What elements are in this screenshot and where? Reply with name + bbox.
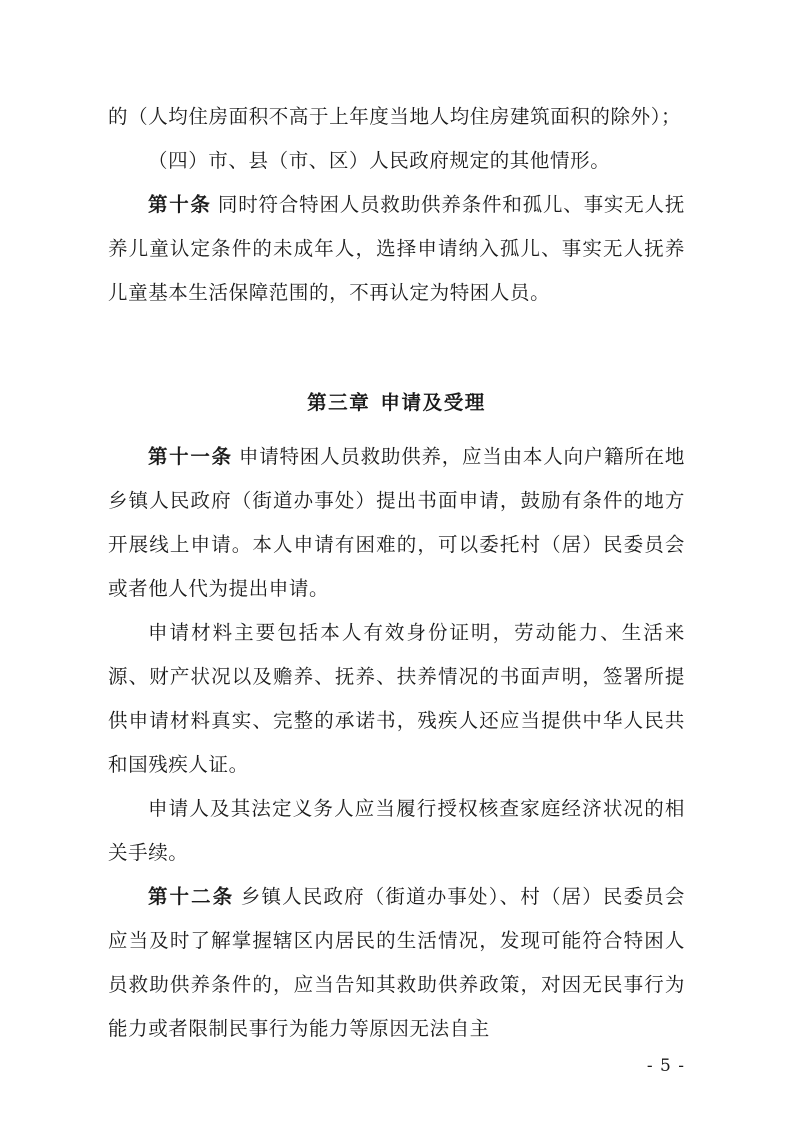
paragraph-article-10 [108,183,685,315]
paragraph-continuation: 的（人均住房面积不高于上年度当地人均住房建筑面积的除外）； [108,105,682,128]
paragraph-article-12 [108,875,685,1051]
article-text-10: 同时符合特困人员救助供养条件和孤儿、事实无人抚养儿童认定条件的未成年人，选择申请纳入孤儿、事实无人抚养儿童基本生活保障范围的，不再认定为特困人员。 [108,193,685,304]
chapter-number: 第三章 [307,391,371,414]
article-number-10: 第十条 [148,193,212,216]
page-number: - 5 - [646,1056,685,1076]
chapter-title: 申请及受理 [380,391,486,414]
paragraph-application-materials: 申请材料主要包括本人有效身份证明，劳动能力、生活来源、财产状况以及赡养、抚养、扶养情况的书面声明，签署所提供申请材料真实、完整的承诺书，残疾人还应当提供中华人民共和国残疾人证。 [108,621,685,776]
paragraph-item-four: （四）市、县（市、区）人民政府规定的其他情形。 [148,149,611,172]
chapter-heading [108,381,685,425]
article-number-12: 第十二条 [148,885,235,908]
article-number-11: 第十一条 [148,445,233,468]
paragraph-authorization: 申请人及其法定义务人应当履行授权核查家庭经济状况的相关手续。 [108,797,685,864]
document-body [108,95,685,1051]
article-text-11: 申请特困人员救助供养，应当由本人向户籍所在地乡镇人民政府（街道办事处）提出书面申请，鼓励有条件的地方开展线上申请。本人申请有困难的，可以委托村（居）民委员会或者他人代为提出申请。 [108,445,685,600]
paragraph-article-11 [108,435,685,611]
article-text-12: 乡镇人民政府（街道办事处）、村（居）民委员会应当及时了解掌握辖区内居民的生活情况，发现可能符合特困人员救助供养条件的，应当告知其救助供养政策，对因无民事行为能力或者限制民事行为能力等原因无法自主 [108,885,685,1040]
section-spacer [108,315,685,339]
